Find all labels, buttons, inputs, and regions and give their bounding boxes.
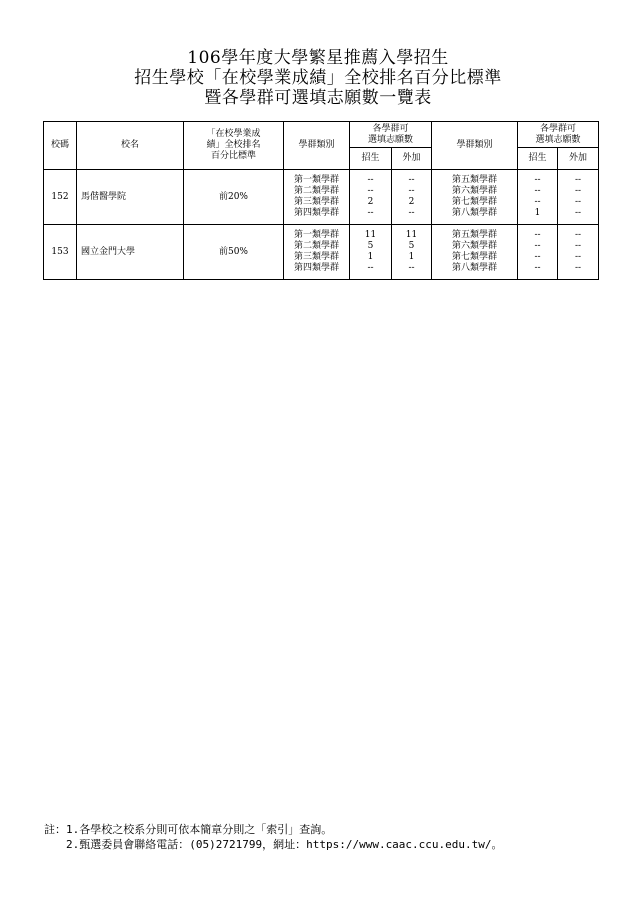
header-choices-left: 各學群可 選填志願數 xyxy=(350,122,432,148)
header-percentile: 「在校學業成 績」全校排名 百分比標準 xyxy=(184,122,284,170)
school-code: 152 xyxy=(44,170,77,225)
title-line-2: 招生學校「在校學業成績」全校排名百分比標準 xyxy=(134,68,502,88)
footnote-2: 2.甄選委員會聯絡電話：(05)2721799，網址：https://www.caac.ccu.edu.tw/。 xyxy=(66,838,503,851)
header-group-2: 學群類別 xyxy=(432,122,518,170)
header-row-1 xyxy=(44,122,599,148)
header-name: 校名 xyxy=(77,122,184,170)
footnotes xyxy=(44,822,503,852)
percentile-standard: 前20% xyxy=(184,170,284,225)
recruit-left: 11 5 1 -- xyxy=(350,225,392,280)
admission-table xyxy=(43,121,599,280)
document-title-block xyxy=(0,48,636,108)
school-code: 153 xyxy=(44,225,77,280)
table-row xyxy=(44,170,599,225)
footnote-1: 註：1.各學校之校系分則可依本簡章分則之「索引」查詢。 xyxy=(44,823,333,836)
header-recruit: 招生 xyxy=(350,148,392,170)
school-name: 國立金門大學 xyxy=(77,225,184,280)
group-list-left: 第一類學群 第二類學群 第三類學群 第四類學群 xyxy=(284,225,350,280)
recruit-right: -- -- -- -- xyxy=(518,225,558,280)
title-line-1: 106學年度大學繁星推薦入學招生 xyxy=(187,48,449,68)
extra-left: 11 5 1 -- xyxy=(392,225,432,280)
group-list-left: 第一類學群 第二類學群 第三類學群 第四類學群 xyxy=(284,170,350,225)
extra-right: -- -- -- -- xyxy=(558,170,599,225)
recruit-right: -- -- -- 1 xyxy=(518,170,558,225)
header-extra-2: 外加 xyxy=(558,148,599,170)
recruit-left: -- -- 2 -- xyxy=(350,170,392,225)
group-list-right: 第五類學群 第六類學群 第七類學群 第八類學群 xyxy=(432,170,518,225)
group-list-right: 第五類學群 第六類學群 第七類學群 第八類學群 xyxy=(432,225,518,280)
header-group: 學群類別 xyxy=(284,122,350,170)
header-extra: 外加 xyxy=(392,148,432,170)
extra-right: -- -- -- -- xyxy=(558,225,599,280)
header-recruit-2: 招生 xyxy=(518,148,558,170)
title-line-3: 暨各學群可選填志願數一覽表 xyxy=(204,88,432,108)
header-choices-right: 各學群可 選填志願數 xyxy=(518,122,599,148)
school-name: 馬偕醫學院 xyxy=(77,170,184,225)
header-code: 校碼 xyxy=(44,122,77,170)
table-row xyxy=(44,225,599,280)
extra-left: -- -- 2 -- xyxy=(392,170,432,225)
percentile-standard: 前50% xyxy=(184,225,284,280)
